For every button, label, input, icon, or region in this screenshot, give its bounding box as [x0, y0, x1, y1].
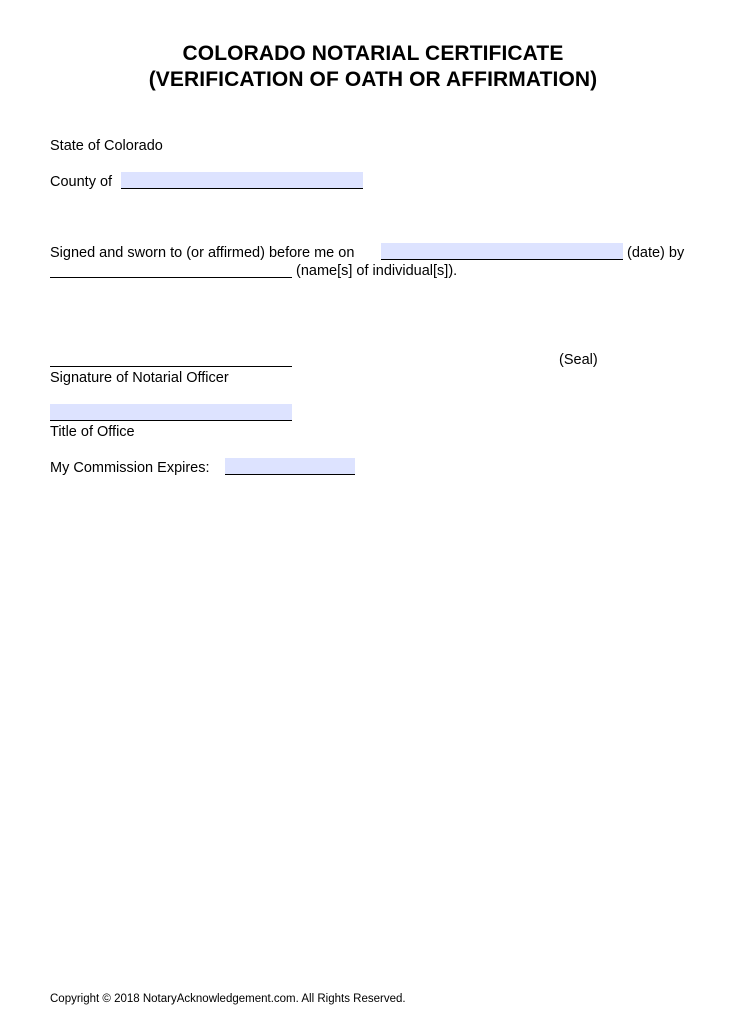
commission-expires-field[interactable]: [225, 458, 355, 475]
individual-names-field[interactable]: [50, 261, 292, 278]
signature-line[interactable]: [50, 366, 292, 367]
county-label: County of: [50, 174, 113, 190]
commission-expires-label: My Commission Expires:: [50, 460, 210, 476]
title-of-office-label: Title of Office: [50, 424, 135, 440]
signed-sworn-label: Signed and sworn to (or affirmed) before me on: [50, 245, 355, 261]
document-title: COLORADO NOTARIAL CERTIFICATE: [182, 42, 564, 65]
state-label: State of Colorado: [50, 138, 163, 154]
seal-label: (Seal): [559, 352, 598, 368]
title-of-office-field[interactable]: [50, 404, 292, 421]
date-by-label: (date) by: [627, 245, 685, 261]
copyright-footer: Copyright © 2018 NotaryAcknowledgement.com. All Rights Reserved.: [50, 993, 406, 1005]
document-subtitle: (VERIFICATION OF OATH OR AFFIRMATION): [148, 68, 598, 91]
signature-label: Signature of Notarial Officer: [50, 370, 229, 386]
county-field[interactable]: [121, 172, 363, 189]
oath-date-field[interactable]: [381, 243, 623, 260]
individual-names-label: (name[s] of individual[s]).: [296, 263, 458, 279]
